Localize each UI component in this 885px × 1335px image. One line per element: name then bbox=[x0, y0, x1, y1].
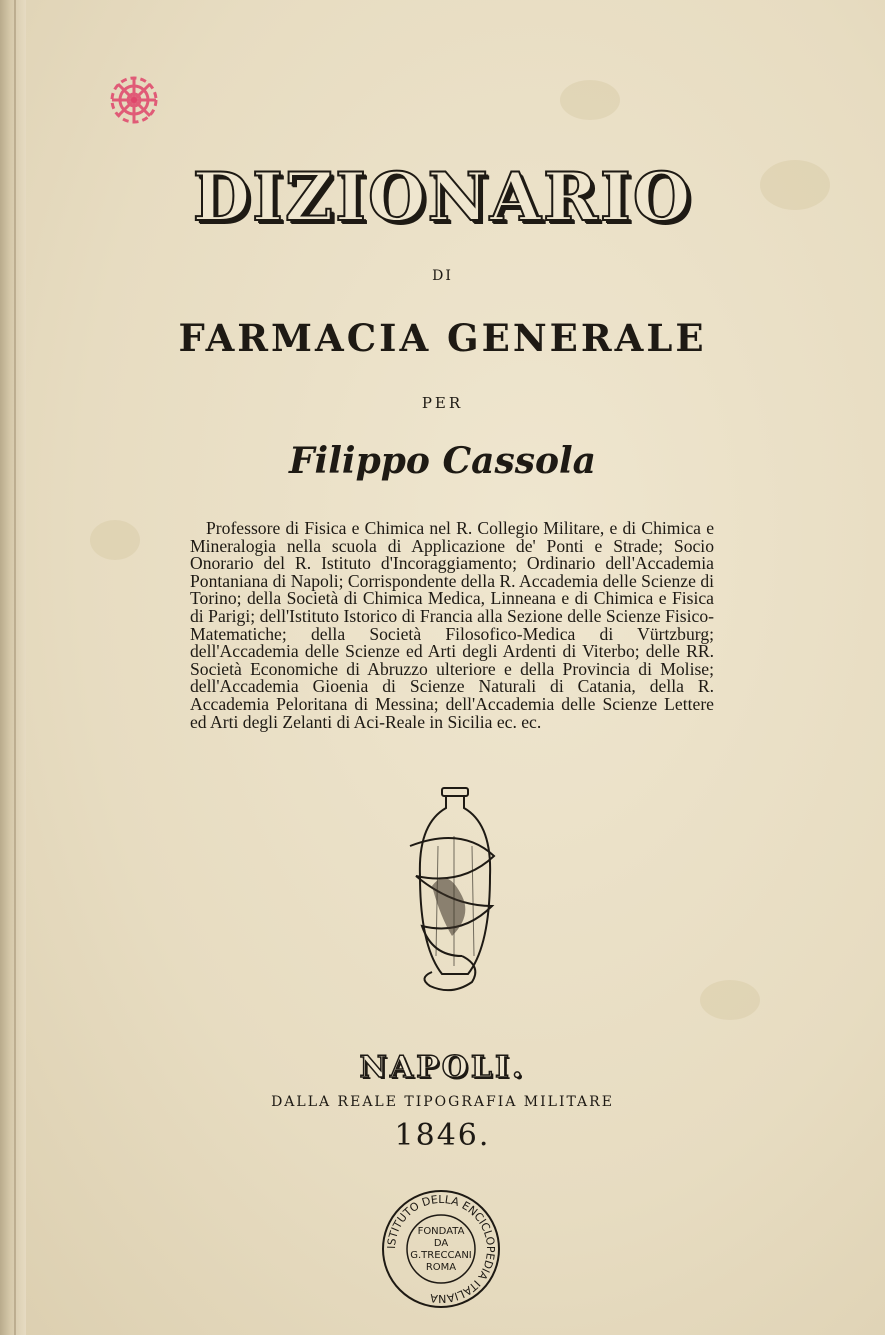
svg-text:FONDATA: FONDATA bbox=[417, 1226, 465, 1237]
publication-city: NAPOLI. bbox=[359, 1050, 526, 1085]
svg-text:DA: DA bbox=[433, 1238, 449, 1249]
svg-text:ROMA: ROMA bbox=[425, 1262, 457, 1273]
author-name: Filippo Cassola bbox=[288, 440, 596, 482]
paper-stain bbox=[560, 80, 620, 120]
svg-text:G.TRECCANI: G.TRECCANI bbox=[410, 1250, 472, 1261]
publication-year: 1846. bbox=[394, 1118, 491, 1153]
library-seal-icon bbox=[378, 1188, 504, 1310]
vase-serpent-vignette-icon bbox=[402, 786, 502, 1000]
title-connector: DI bbox=[432, 268, 453, 284]
paper-stain bbox=[700, 980, 760, 1020]
paper-stain bbox=[90, 520, 140, 560]
author-preposition: PER bbox=[421, 394, 464, 412]
rosette-stamp-icon bbox=[106, 71, 162, 129]
book-title: DIZIONARIO bbox=[192, 158, 693, 236]
printer-name: DALLA REALE TIPOGRAFIA MILITARE bbox=[271, 1094, 614, 1110]
book-subtitle: FARMACIA GENERALE bbox=[178, 316, 707, 360]
author-credentials: Professore di Fisica e Chimica nel R. Collegio Militare, e di Chimica e Mineralogia nella scuola di Applicazione de' Ponti e Strade; Socio Onorario del R. Istituto d'Incoraggiamento; Ordinario dell'Accademia Pontaniana di Napoli; Corrispondente della R. Accademia delle Scienze di Torino; della Società di Chimica Medica, Linneana e di Chimica e Fisica di Parigi; dell'Istituto Istorico di Francia alla Sezione delle Scienze Fisico-Matematiche; della Società Filosofico-Medica di Vürtzburg; dell'Accademia delle Scienze ed Arti degli Ardenti di Viterbo; delle RR. Società Economiche di Abruzzo ulteriore e della Provincia di Molise; dell'Accademia Gioenia di Scienze Naturali di Catania, della R. Accademia Peloritana di Messina; dell'Accademia delle Scienze Lettere ed Arti degli Zelanti di Aci-Reale in Sicilia ec. ec. bbox=[190, 518, 714, 732]
svg-text:ISTITUTO DELLA ENCICLOPEDIA IT: ISTITUTO DELLA ENCICLOPEDIA ITALIANA bbox=[384, 1192, 498, 1306]
